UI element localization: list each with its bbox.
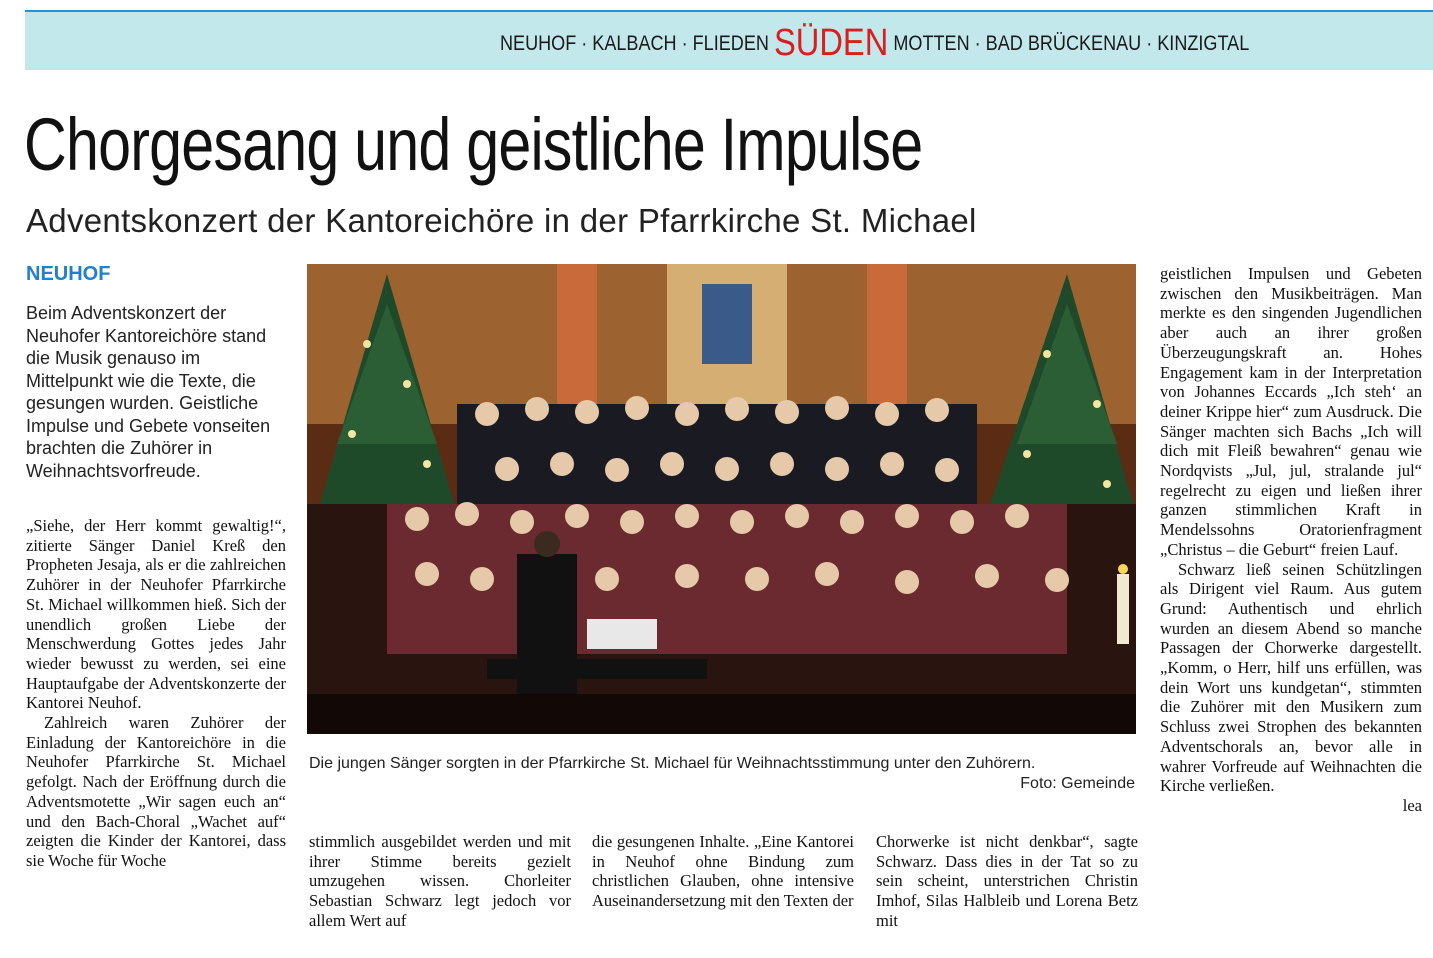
dateline: NEUHOF xyxy=(26,263,111,285)
col4-paragraph: Chorwerke ist nicht denkbar“, sagte Schwarz. Dass dies in der Tat so zu sein scheint, unterstrichen Christin Imhof, Silas Halbleib und Lorena Betz mit xyxy=(876,832,1138,930)
col5-paragraph-2: Schwarz ließ seinen Schützlingen als Dirigent viel Raum. Aus gutem Grund: Authentisch und ehrlich wurden an diesem Abend so manche Passagen der Chorwerke dargestellt. „Komm, o Herr, hilf uns erfüllen, was dein Wort uns kundgetan“, stimmten die Zuhörer mit den Musikern zum Schluss zwei Strophen des bekannten Adventschorals an, bevor alle in wahrer Vorfreude auf Weihnachten die Kirche verließen. xyxy=(1160,559,1422,796)
author-initials: lea xyxy=(1402,795,1422,815)
regions-right: MOTTEN · BAD BRÜCKENAU · KINZIGTAL xyxy=(893,32,1249,55)
column-1 xyxy=(26,516,286,871)
headline: Chorgesang und geistliche Impulse xyxy=(24,103,923,186)
column-3 xyxy=(592,832,854,911)
col5-paragraph-1: geistlichen Impulsen und Gebeten zwischen den Musikbeiträgen. Man merkte es den singenden Jugendlichen aber auch an ihrer großen Überzeugungskraft an. Hohes Engagement kam in der Interpretation von Johannes Eccards „Ich steh‘ an deiner Krippe hier“ zum Ausdruck. Die Sänger machten sich Bachs „Ich will dich mit Fleiß bewahren“ genau wie Nordqvists „Jul, jul, stralande jul“ regelrecht zu eigen und ließen ihrer ganzen stimmlichen Kraft in Mendelssohns Oratorienfragment „Christus – die Geburt“ freien Lauf. xyxy=(1160,264,1422,559)
subheadline: Adventskonzert der Kantoreichöre in der Pfarrkirche St. Michael xyxy=(26,202,977,239)
photo-caption: Die jungen Sänger sorgten in der Pfarrkirche St. Michael für Weihnachtsstimmung unter den Zuhörern. xyxy=(309,755,1036,772)
column-5 xyxy=(1160,264,1422,816)
lead-paragraph: Beim Adventskonzert der Neuhofer Kantoreichöre stand die Musik genauso im Mittelpunkt wie die Texte, die gesungen wurden. Geistliche Impulse und Gebete vonseiten brachten die Zuhörer in Weihnachtsvorfreude. xyxy=(26,303,271,481)
region-nav xyxy=(500,22,1249,65)
photo-credit: Foto: Gemeinde xyxy=(1020,775,1135,792)
col3-paragraph: die gesungenen Inhalte. „Eine Kantorei in Neuhof ohne Bindung zum christlichen Glauben, ohne intensive Auseinandersetzung mit den Texten der xyxy=(592,832,854,911)
column-4 xyxy=(876,832,1138,931)
column-2 xyxy=(309,832,571,931)
col2-paragraph: stimmlich ausgebildet werden und mit ihrer Stimme bereits gezielt umzugehen wissen. Chorleiter Sebastian Schwarz legt jedoch vor allem Wert auf xyxy=(309,832,571,930)
choir-photo xyxy=(307,264,1136,734)
regions-left: NEUHOF · KALBACH · FLIEDEN xyxy=(499,32,769,55)
region-highlight: SÜDEN xyxy=(773,22,889,64)
photo-caption-block xyxy=(309,754,1135,792)
col1-paragraph-2: Zahlreich waren Zuhörer der Einladung der Kantoreichöre in die Neuhofer Pfarrkirche St. Michael gefolgt. Nach der Eröffnung durch die Adventsmotette „Wir sagen euch an“ und den Bach-Choral „Wachet auf“ zeigten die Kinder der Kantorei, dass sie Woche für Woche xyxy=(26,713,286,870)
col1-paragraph-1: „Siehe, der Herr kommt gewaltig!“, zitierte Sänger Daniel Kreß den Propheten Jesaja, als er die zahlreichen Zuhörer in der Neuhofer Pfarrkirche St. Michael willkommen hieß. Sich der unendlich großen Liebe der Menschwerdung Gottes jedes Jahr wieder bewusst zu werden, sei eine Hauptaufgabe der Adventskonzerte der Kantorei Neuhof. xyxy=(26,516,286,713)
